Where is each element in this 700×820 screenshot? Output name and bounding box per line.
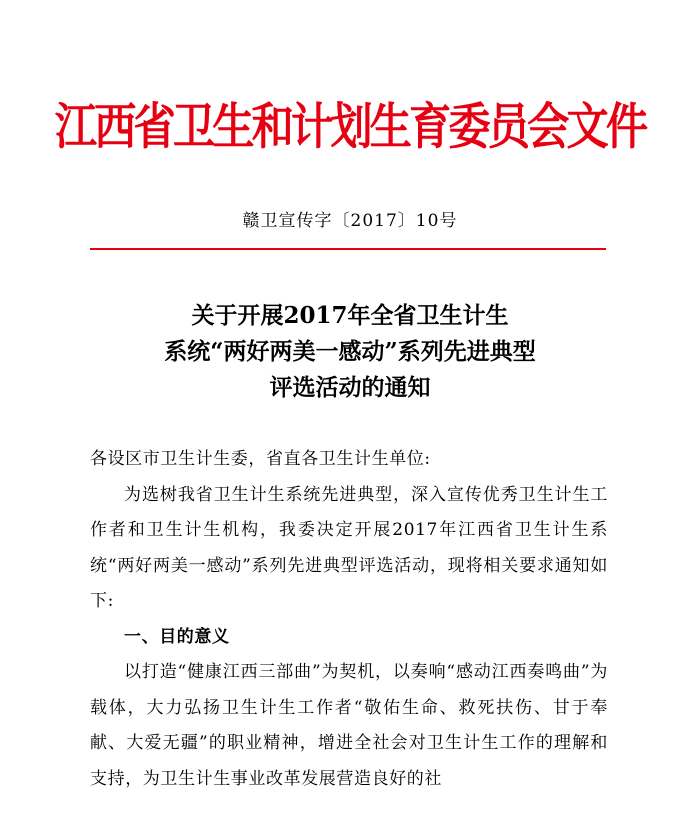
document-number: 赣卫宣传字〔2017〕10号 xyxy=(242,211,458,231)
intro-paragraph: 为选树我省卫生计生系统先进典型，深入宣传优秀卫生计生工作者和卫生计生机构，我委决定开展2017年江西省卫生计生系统“两好两美一感动”系列先进典型评选活动，现将相关要求通知如下: xyxy=(90,484,608,611)
red-divider-line xyxy=(90,248,606,250)
title-line-2: 系统“两好两美一感动”系列先进典型 xyxy=(164,338,536,365)
title-line-1: 关于开展2017年全省卫生计生 xyxy=(191,302,509,329)
document-title xyxy=(0,298,700,406)
salutation: 各设区市卫生计生委，省直各卫生计生单位: xyxy=(90,449,431,469)
document-masthead: 江西省卫生和计划生育委员会文件 xyxy=(54,98,646,156)
document-body xyxy=(90,442,608,797)
title-line-3: 评选活动的通知 xyxy=(269,374,431,401)
section-paragraph: 以打造“健康江西三部曲”为契机，以奏响“感动江西奏鸣曲”为载体，大力弘扬卫生计生工作者“敬佑生命、救死扶伤、甘于奉献、大爱无疆”的职业精神，增进全社会对卫生计生工作的理解和支持，为卫生计生事业改革发展营造良好的社 xyxy=(90,662,608,789)
section-heading: 一、目的意义 xyxy=(124,626,230,647)
